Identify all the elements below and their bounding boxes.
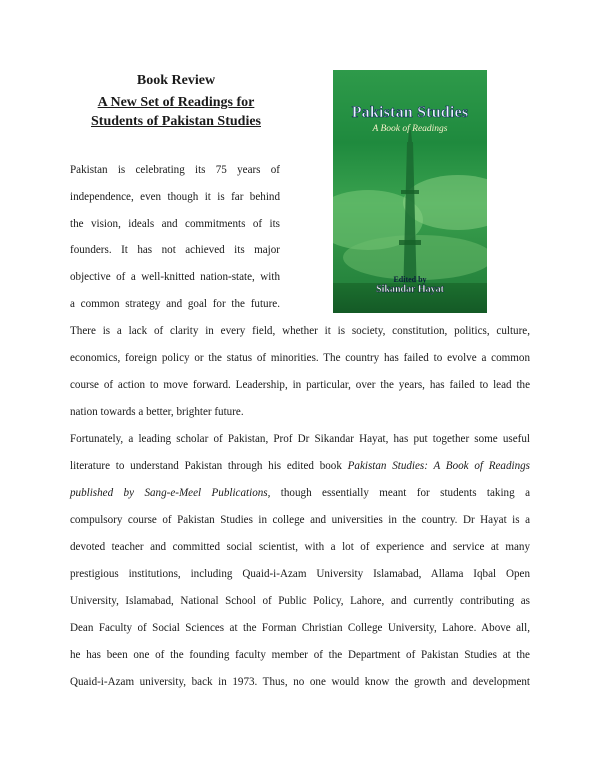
paragraph-line bbox=[70, 486, 530, 500]
book-title-italic: Pakistan Studies: A Book of Readings bbox=[347, 460, 530, 472]
text-run: though essentially meant for students taking a bbox=[270, 487, 530, 499]
paragraph-line: prestigious institutions, including Quaid-i-Azam University Islamabad, Allama Iqbal Open bbox=[70, 568, 530, 580]
paragraph-line: University, Islamabad, National School of Public Policy, Lahore, and currently contributing as bbox=[70, 595, 530, 607]
paragraph-line: course of action to move forward. Leadership, in particular, over the years, has failed to lead the bbox=[70, 379, 530, 391]
paragraph-line: founders. It has not achieved its major bbox=[70, 244, 280, 256]
book-cover-image bbox=[333, 70, 487, 313]
paragraph-line: Fortunately, a leading scholar of Pakistan, Prof Dr Sikandar Hayat, has put together some useful bbox=[70, 433, 530, 445]
paragraph-line: independence, even though it is far behind bbox=[70, 191, 280, 203]
paragraph-line: compulsory course of Pakistan Studies in college and universities in the country. Dr Hayat is a bbox=[70, 514, 530, 526]
paragraph-line: Dean Faculty of Social Sciences at the Forman Christian College University, Lahore. Above all, bbox=[70, 622, 530, 634]
paragraph-line: objective of a well-knitted nation-state, with bbox=[70, 271, 280, 283]
cover-subtitle: A Book of Readings bbox=[372, 124, 448, 134]
paragraph-line: There is a lack of clarity in every field, whether it is society, constitution, politics, culture, bbox=[70, 325, 530, 337]
cover-edited-by: Edited by bbox=[393, 275, 427, 284]
paragraph-line: he has been one of the founding faculty member of the Department of Pakistan Studies at the bbox=[70, 649, 530, 661]
paragraph-line bbox=[70, 459, 530, 473]
text-run: literature to understand Pakistan through his edited book bbox=[70, 460, 348, 472]
cover-title: Pakistan Studies bbox=[351, 104, 469, 121]
paragraph-line: a common strategy and goal for the future. bbox=[70, 298, 280, 310]
section-label: Book Review bbox=[136, 73, 216, 88]
article-title-line-1: A New Set of Readings for bbox=[97, 95, 255, 110]
paragraph-line: Pakistan is celebrating its 75 years of bbox=[70, 164, 280, 176]
paragraph-line: the vision, ideals and commitments of its bbox=[70, 218, 280, 230]
cover-editor-name: Sikandar Hayat bbox=[376, 284, 444, 295]
paragraph-line: Quaid-i-Azam university, back in 1973. Thus, no one would know the growth and development bbox=[70, 676, 530, 688]
paragraph-line: economics, foreign policy or the status of minorities. The country has failed to evolve a common bbox=[70, 352, 530, 364]
article-title-line-2: Students of Pakistan Studies bbox=[91, 114, 261, 129]
paragraph-line: nation towards a better, brighter future. bbox=[70, 406, 244, 418]
paragraph-line: devoted teacher and committed social scientist, with a lot of experience and service at many bbox=[70, 541, 530, 553]
publisher-italic: published by Sang-e-Meel Publications, bbox=[70, 487, 271, 499]
